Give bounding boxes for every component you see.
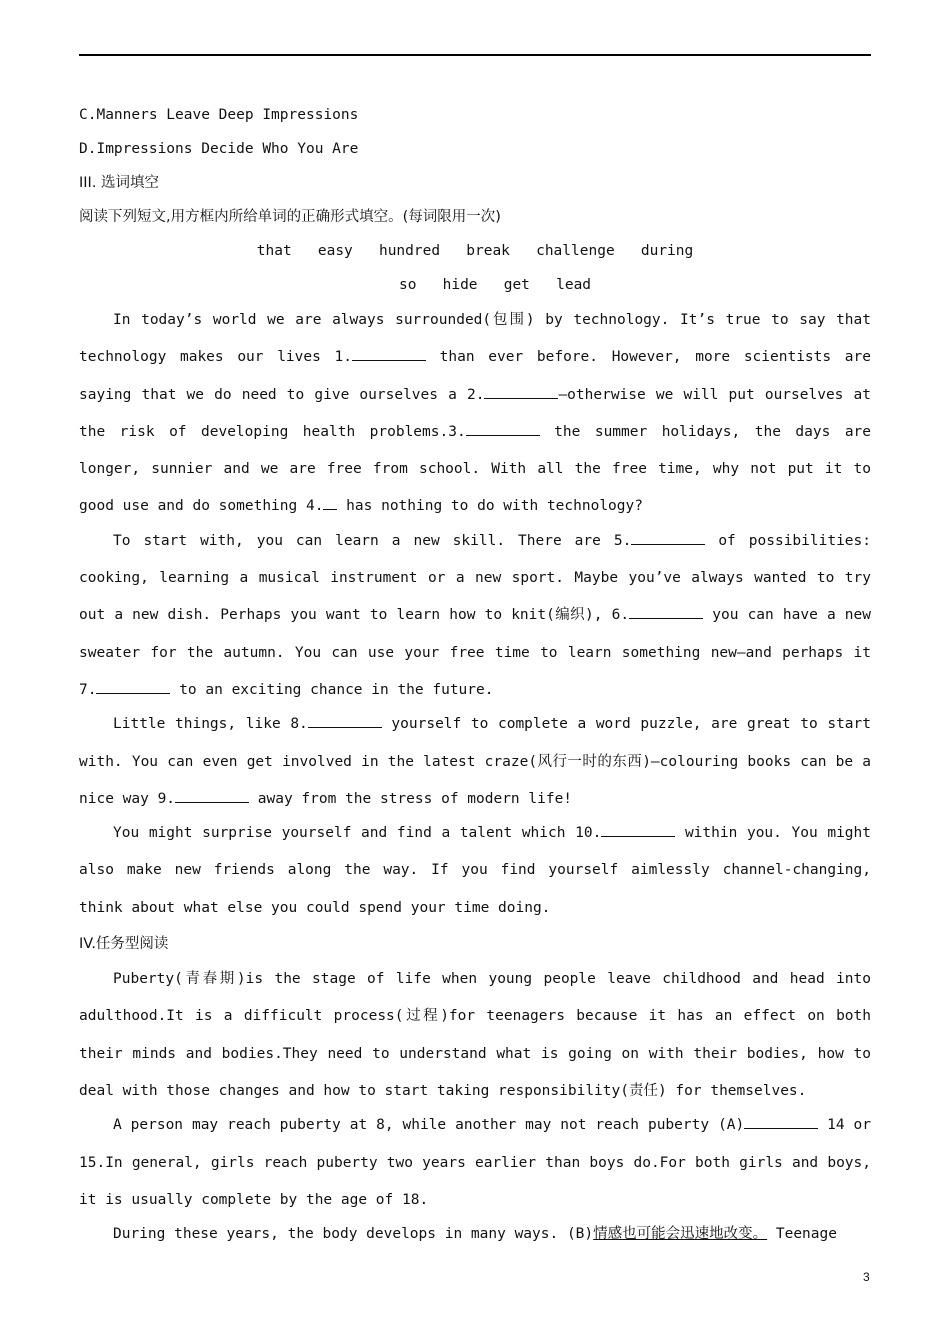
answer-blank-9[interactable]: [175, 790, 249, 803]
page-number: 3: [863, 1270, 870, 1284]
section-3-instruction: 阅读下列短文,用方框内所给单词的正确形式填空。(每词限用一次): [79, 209, 501, 225]
answer-blank-10[interactable]: [601, 824, 675, 837]
answer-blank-2[interactable]: [484, 386, 558, 399]
header-rule: [79, 54, 871, 56]
answer-blank-1[interactable]: [352, 348, 426, 361]
underlined-translation-b: 情感也可能会迅速地改变。: [593, 1226, 768, 1243]
reading-paragraph-2: A person may reach puberty at 8, while another may not reach puberty (A) 14 or 15.In general, girls reach puberty two years earlier than boys do.For both girls and boys, it is usually complete by the age of 18.: [79, 1117, 871, 1208]
answer-blank-a[interactable]: [744, 1116, 818, 1129]
section-4-heading: IV.任务型阅读: [79, 936, 169, 953]
page-content: [79, 98, 871, 1253]
answer-blank-4[interactable]: [323, 497, 337, 510]
passage-paragraph-2: To start with, you can learn a new skill. There are 5. of possibilities: cooking, learning a musical instrument or a new sport. Maybe you’ve always wanted to try out a new dish. Perhaps you want to learn how to knit(编织), 6. you can have a new sweater for the autumn. You can use your free time to learn something new—and perhaps it 7. to an exciting chance in the future.: [79, 532, 871, 698]
answer-blank-7[interactable]: [96, 681, 170, 694]
answer-blank-3[interactable]: [466, 423, 540, 436]
word-bank-line-1: that easy hundred break challenge during: [256, 243, 694, 259]
passage-paragraph-1: In today’s world we are always surrounded(包围) by technology. It’s true to say that technology makes our lives 1. than ever before. However, more scientists are saying that we do need to give ourselves a 2. —otherwise we will put ourselves at the risk of developing health problems.3. the summer holidays, the days are longer, sunnier and we are free from school. With all the free time, why not put it to good use and do something 4. has nothing to do with technology?: [79, 312, 872, 515]
answer-blank-5[interactable]: [631, 532, 705, 545]
word-bank-line-2: so hide get lead: [398, 277, 592, 293]
passage-paragraph-4: You might surprise yourself and find a talent which 10. within you. You might also make new friends along the way. If you find yourself aimlessly channel-changing, think about what else you could spend your time doing.: [79, 825, 871, 916]
section-3-heading: III. 选词填空: [79, 175, 160, 191]
answer-blank-8[interactable]: [308, 715, 382, 728]
reading-paragraph-1: Puberty(青春期)is the stage of life when young people leave childhood and head into adulthood.It is a difficult process(过程)for teenagers because it has an effect on both their minds and bodies.They need to understand what is going on with their bodies, how to deal with those changes and how to start taking responsibility(责任) for themselves.: [79, 971, 871, 1099]
passage-paragraph-3: Little things, like 8. yourself to complete a word puzzle, are great to start with. You can even get involved in the latest craze(风行一时的东西)—colouring books can be a nice way 9. away from the stress of modern life!: [79, 716, 871, 807]
answer-blank-6[interactable]: [629, 606, 703, 619]
reading-paragraph-3: During these years, the body develops in many ways. (B)情感也可能会迅速地改变。 Teenage: [113, 1226, 837, 1243]
option-d: D.Impressions Decide Who You Are: [79, 141, 359, 157]
option-c: C.Manners Leave Deep Impressions: [79, 107, 359, 123]
